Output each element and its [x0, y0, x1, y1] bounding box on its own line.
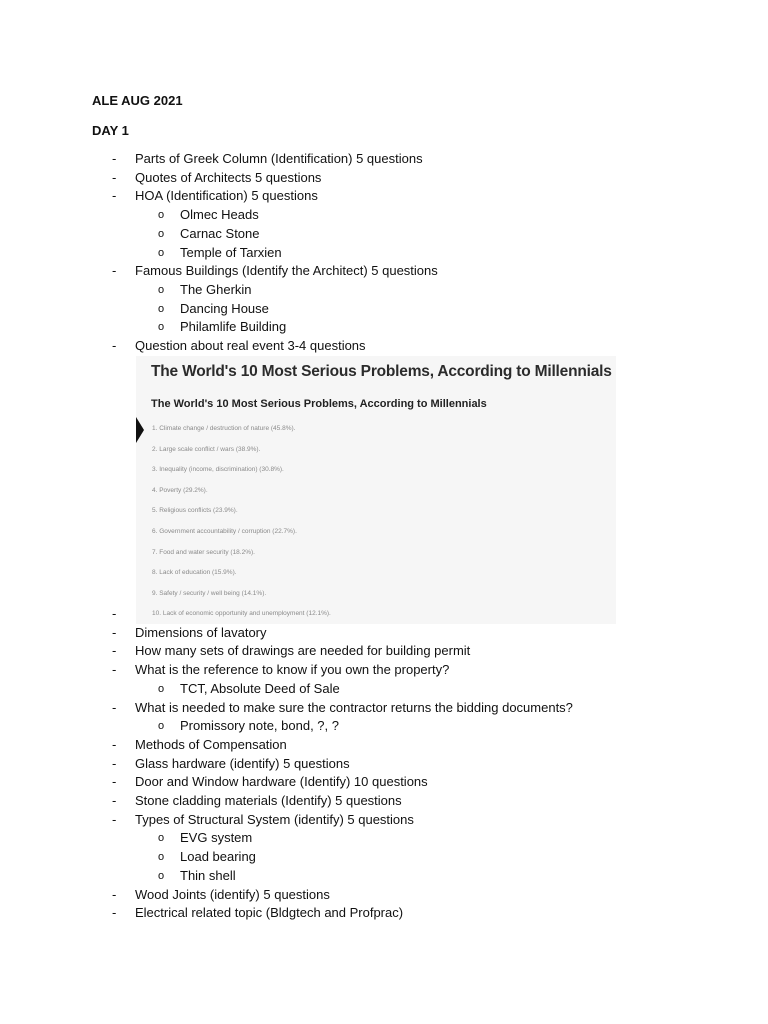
sub-list-item-text: Philamlife Building — [180, 319, 287, 335]
dash-bullet: - — [112, 774, 117, 790]
circle-bullet: o — [158, 209, 165, 222]
problem-list-item: 4. Poverty (29.2%). — [152, 486, 208, 494]
list-item-text: Door and Window hardware (Identify) 10 questions — [135, 774, 428, 790]
problem-list-item: 7. Food and water security (18.2%). — [152, 548, 255, 556]
sub-list-item-text: Olmec Heads — [180, 207, 259, 223]
circle-bullet: o — [158, 302, 165, 315]
sub-list-item-text: Thin shell — [180, 867, 236, 883]
list-item-text: Wood Joints (identify) 5 questions — [135, 886, 330, 902]
document-title: ALE AUG 2021 — [92, 93, 183, 108]
dash-bullet: - — [112, 755, 117, 771]
circle-bullet: o — [158, 246, 165, 259]
play-marker-icon — [136, 417, 144, 443]
circle-bullet: o — [158, 321, 165, 334]
embedded-article-image — [136, 356, 616, 624]
dash-bullet: - — [112, 624, 117, 640]
dash-bullet: - — [112, 662, 117, 678]
dash-bullet: - — [112, 736, 117, 752]
circle-bullet: o — [158, 720, 165, 733]
dash-bullet: - — [112, 188, 117, 204]
sub-list-item-text: Temple of Tarxien — [180, 244, 282, 260]
circle-bullet: o — [158, 869, 165, 882]
dash-bullet: - — [112, 606, 117, 621]
dash-bullet: - — [112, 699, 117, 715]
problem-list-item: 9. Safety / security / well being (14.1%). — [152, 589, 267, 597]
problem-list-item: 1. Climate change / destruction of nature (45.8%). — [152, 425, 296, 432]
sub-list-item-text: Promissory note, bond, ?, ? — [180, 718, 339, 734]
circle-bullet: o — [158, 227, 165, 240]
list-item-text: Parts of Greek Column (Identification) 5 questions — [135, 151, 423, 166]
problem-list-item: 8. Lack of education (15.9%). — [152, 569, 237, 577]
list-item-text: Glass hardware (identify) 5 questions — [135, 755, 350, 771]
circle-bullet: o — [158, 682, 165, 695]
dash-bullet: - — [112, 263, 117, 279]
list-item-text: Question about real event 3-4 questions — [135, 338, 366, 353]
dash-bullet: - — [112, 905, 117, 921]
sub-list-item-text: Carnac Stone — [180, 225, 260, 241]
day-heading: DAY 1 — [92, 123, 129, 138]
problem-list-item: 2. Large scale conflict / wars (38.9%). — [152, 445, 261, 453]
sub-list-item-text: The Gherkin — [180, 281, 252, 297]
dash-bullet: - — [112, 338, 117, 353]
list-item-text: Famous Buildings (Identify the Architect) 5 questions — [135, 263, 438, 279]
dash-bullet: - — [112, 793, 117, 808]
problem-list-item: 6. Government accountability / corruption (22.7%). — [152, 528, 297, 535]
dash-bullet: - — [112, 886, 117, 902]
dash-bullet: - — [112, 151, 117, 166]
dash-bullet: - — [112, 169, 117, 185]
sub-list-item-text: Dancing House — [180, 300, 269, 316]
dash-bullet: - — [112, 811, 117, 827]
problem-list-item: 3. Inequality (income, discrimination) (30.8%). — [152, 466, 284, 474]
dash-bullet: - — [112, 643, 117, 659]
circle-bullet: o — [158, 832, 165, 845]
sub-list-item-text: EVG system — [180, 830, 253, 846]
list-item-text: How many sets of drawings are needed for building permit — [135, 643, 471, 659]
circle-bullet: o — [158, 851, 165, 864]
sub-list-item-text: Load bearing — [180, 849, 256, 865]
problem-list-item: 10. Lack of economic opportunity and unemployment (12.1%). — [152, 610, 331, 618]
circle-bullet: o — [158, 283, 165, 296]
list-item-text: HOA (Identification) 5 questions — [135, 188, 318, 204]
list-item-text: Methods of Compensation — [135, 736, 287, 752]
sub-list-item-text: TCT, Absolute Deed of Sale — [180, 680, 340, 696]
embedded-image-heading: The World's 10 Most Serious Problems, According to Millennials — [151, 363, 612, 380]
embedded-image-subheading: The World's 10 Most Serious Problems, According to Millennials — [151, 398, 487, 410]
list-item-text: Types of Structural System (identify) 5 questions — [135, 811, 414, 827]
list-item-text: Quotes of Architects 5 questions — [135, 169, 322, 185]
problem-list-item: 5. Religious conflicts (23.9%). — [152, 507, 238, 515]
list-item-text: What is needed to make sure the contractor returns the bidding documents? — [135, 699, 573, 715]
list-item-text: Electrical related topic (Bldgtech and Profprac) — [135, 905, 404, 921]
list-item-text: Stone cladding materials (Identify) 5 questions — [135, 793, 402, 808]
list-item-text: Dimensions of lavatory — [135, 624, 267, 640]
list-item-text: What is the reference to know if you own the property? — [135, 662, 450, 678]
